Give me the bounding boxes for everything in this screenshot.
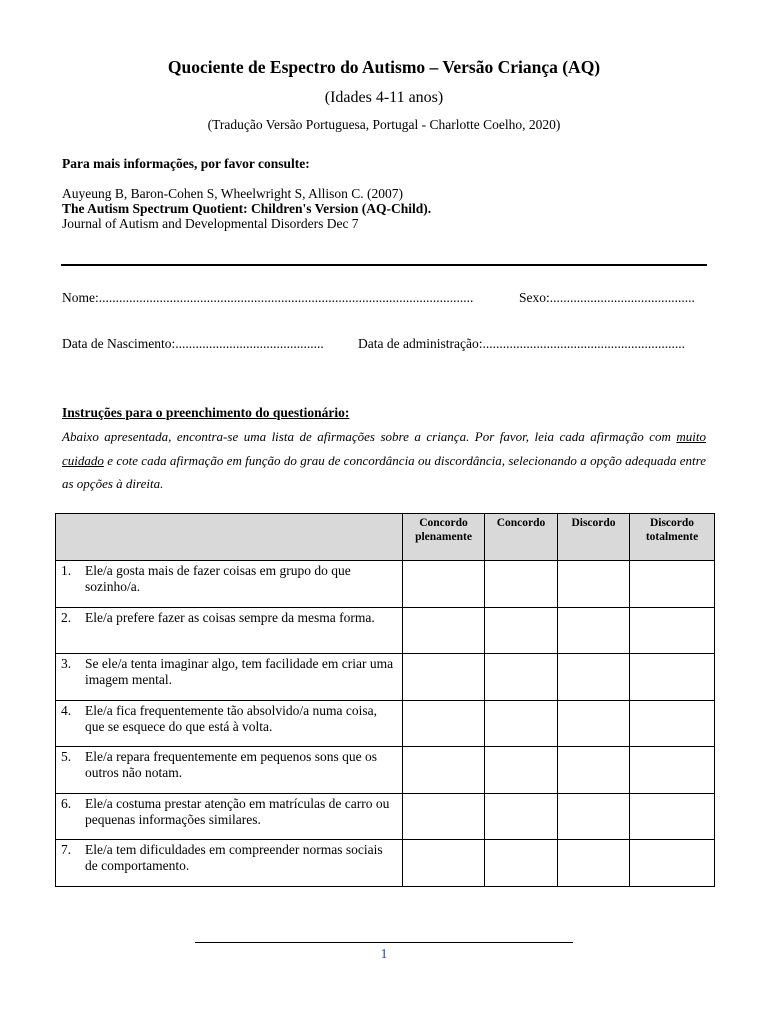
table-row: [56, 607, 715, 654]
page-number: 1: [380, 946, 388, 961]
answer-agree-strongly[interactable]: [403, 561, 485, 608]
table-row: [56, 654, 715, 701]
table-row: [56, 700, 715, 747]
answer-disagree[interactable]: [558, 840, 630, 887]
birth-date-field[interactable]: Data de Nascimento:............................................: [62, 336, 324, 351]
reference-article-title: The Autism Spectrum Quotient: Children's Version (AQ-Child).: [62, 201, 432, 216]
statement-number: 4.: [61, 702, 72, 718]
header-statement-cell: [56, 514, 403, 561]
answer-agree[interactable]: [485, 747, 558, 794]
answer-agree-strongly[interactable]: [403, 607, 485, 654]
header-agree-strongly: Concordo plenamente: [403, 514, 485, 561]
answer-disagree[interactable]: [558, 700, 630, 747]
answer-agree-strongly[interactable]: [403, 654, 485, 701]
answer-disagree[interactable]: [558, 747, 630, 794]
answer-disagree[interactable]: [558, 654, 630, 701]
answer-agree-strongly[interactable]: [403, 747, 485, 794]
statement-number: 2.: [61, 609, 72, 625]
answer-agree[interactable]: [485, 654, 558, 701]
header-disagree-strongly: Discordo totalmente: [630, 514, 715, 561]
answer-agree-strongly[interactable]: [403, 700, 485, 747]
reference-block: [62, 186, 431, 231]
statement-cell: [56, 700, 403, 747]
statement-text: Ele/a prefere fazer as coisas sempre da mesma forma.: [85, 609, 375, 625]
answer-agree[interactable]: [485, 700, 558, 747]
statement-cell: [56, 747, 403, 794]
statement-number: 1.: [61, 563, 72, 578]
translation-note: (Tradução Versão Portuguesa, Portugal - Charlotte Coelho, 2020): [207, 117, 561, 132]
statement: [56, 561, 402, 595]
admin-date-field[interactable]: Data de administração:............................................................: [358, 336, 685, 351]
answer-disagree-strongly[interactable]: [630, 654, 715, 701]
instructions-text-start: Abaixo apresentada, encontra-se uma lista de afirmações sobre a criança. Por favor, leia cada afirmação com: [62, 429, 677, 444]
statement-cell: [56, 561, 403, 608]
statement-cell: [56, 607, 403, 654]
name-field[interactable]: Nome:...............................................................................................................: [62, 290, 474, 305]
statement: [56, 794, 402, 828]
answer-agree[interactable]: [485, 840, 558, 887]
page-title: Quociente de Espectro do Autismo – Versão Criança (AQ): [167, 57, 601, 77]
statement-text: Ele/a tem dificuldades em compreender normas sociais de comportamento.: [85, 842, 383, 873]
table-row: [56, 840, 715, 887]
answer-disagree[interactable]: [558, 607, 630, 654]
statement-text: Ele/a repara frequentemente em pequenos sons que os outros não notam.: [85, 749, 378, 780]
header-agree: Concordo: [485, 514, 558, 561]
table-row: [56, 561, 715, 608]
answer-agree[interactable]: [485, 793, 558, 840]
statement: [56, 701, 402, 735]
sex-field[interactable]: Sexo:...........................................: [519, 290, 695, 305]
statement-text: Ele/a fica frequentemente tão absolvido/a numa coisa, que se esquece do que está à volta.: [85, 702, 378, 734]
statement-number: 6.: [61, 795, 72, 811]
answer-disagree-strongly[interactable]: [630, 840, 715, 887]
section-divider: [61, 264, 707, 266]
answer-agree-strongly[interactable]: [403, 840, 485, 887]
age-range-subtitle: (Idades 4-11 anos): [324, 89, 444, 106]
table-header-row: [56, 514, 715, 561]
instructions-text: [62, 425, 706, 496]
statement: [56, 654, 402, 688]
answer-disagree-strongly[interactable]: [630, 700, 715, 747]
reference-authors: Auyeung B, Baron-Cohen S, Wheelwright S, Allison C. (2007): [62, 186, 403, 201]
statement-number: 5.: [61, 749, 72, 764]
table-row: [56, 747, 715, 794]
answer-disagree-strongly[interactable]: [630, 747, 715, 794]
statement-number: 3.: [61, 656, 72, 671]
statement-cell: [56, 840, 403, 887]
statement: [56, 840, 402, 874]
header-disagree: Discordo: [558, 514, 630, 561]
answer-agree-strongly[interactable]: [403, 793, 485, 840]
answer-disagree[interactable]: [558, 561, 630, 608]
statement-text: Ele/a gosta mais de fazer coisas em grupo do que sozinho/a.: [85, 563, 351, 594]
statement: [56, 608, 402, 626]
questionnaire-table: [55, 513, 715, 887]
instructions-emphasis: muito cuidado: [62, 429, 706, 468]
answer-disagree-strongly[interactable]: [630, 607, 715, 654]
table-row: [56, 793, 715, 840]
statement-text: Ele/a costuma prestar atenção em matrículas de carro ou pequenas informações similares.: [85, 795, 390, 827]
answer-disagree[interactable]: [558, 793, 630, 840]
instructions-heading: Instruções para o preenchimento do questionário:: [62, 405, 350, 420]
reference-journal: Journal of Autism and Developmental Disorders Dec 7: [62, 216, 359, 231]
footer-divider: [195, 942, 573, 943]
instructions-text-end: e cote cada afirmação em função do grau de concordância ou discordância, selecionando a opção adequada entre as opções à direita.: [62, 452, 706, 491]
answer-disagree-strongly[interactable]: [630, 561, 715, 608]
answer-agree[interactable]: [485, 607, 558, 654]
answer-agree[interactable]: [485, 561, 558, 608]
statement-cell: [56, 654, 403, 701]
statement-number: 7.: [61, 842, 72, 857]
statement-text: Se ele/a tenta imaginar algo, tem facilidade em criar uma imagem mental.: [85, 656, 394, 687]
answer-disagree-strongly[interactable]: [630, 793, 715, 840]
reference-heading: Para mais informações, por favor consulte:: [62, 156, 310, 171]
statement-cell: [56, 793, 403, 840]
statement: [56, 747, 402, 781]
